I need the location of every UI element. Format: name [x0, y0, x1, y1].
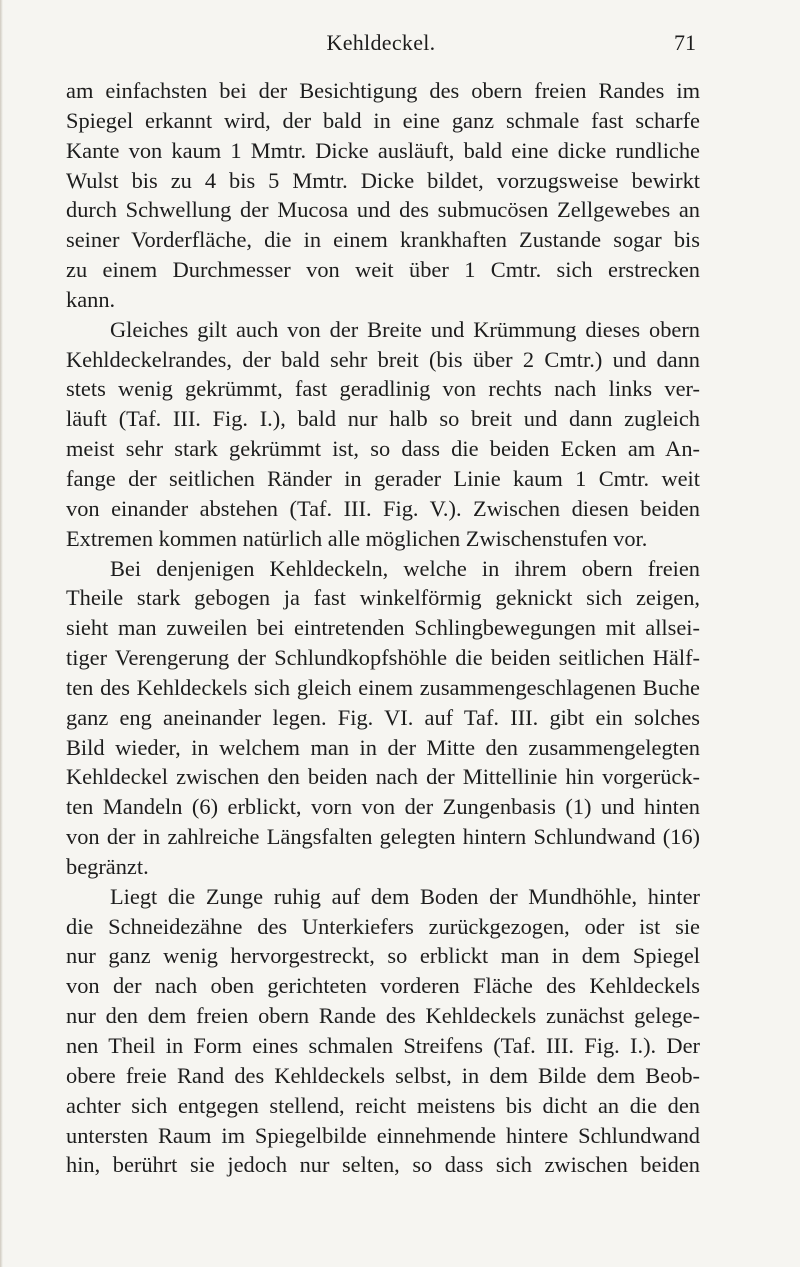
text-line: Bild wieder, in welchem man in der Mitte den zusammengelegten	[66, 734, 700, 760]
page-number: 71	[674, 30, 696, 55]
text-line: Kehldeckelrandes, der bald sehr breit (bis über 2 Cmtr.) und dann	[66, 346, 700, 372]
text-line: meist sehr stark gekrümmt ist, so dass die beiden Ecken am An-	[66, 436, 700, 462]
text-line: läuft (Taf. III. Fig. I.), bald nur halb so breit und dann zugleich	[66, 406, 700, 432]
text-line: ganz eng aneinander legen. Fig. VI. auf Taf. III. gibt ein solches	[66, 704, 700, 730]
running-title: Kehldeckel.	[326, 30, 436, 55]
text-line: begränzt.	[66, 853, 149, 879]
text-line: stets wenig gekrümmt, fast geradlinig von rechts nach links ver-	[66, 376, 700, 402]
text-line: von einander abstehen (Taf. III. Fig. V.). Zwischen diesen beiden	[66, 495, 700, 521]
text-line: ten des Kehldeckels sich gleich einem zusammengeschlagenen Buche	[66, 674, 700, 700]
text-line: am einfachsten bei der Besichtigung des obern freien Randes im	[66, 78, 700, 103]
text-line: Kehldeckel zwischen den beiden nach der Mittellinie hin vorgerück-	[66, 764, 700, 790]
text-line: achter sich entgegen stellend, reicht meistens bis dicht an die den	[66, 1092, 700, 1118]
text-line: kann.	[66, 286, 116, 312]
page-edge-shadow	[0, 0, 3, 1267]
text-line: nur den dem freien obern Rande des Kehldeckels zunächst gelege-	[66, 1003, 700, 1029]
body-text	[66, 76, 700, 1180]
text-line: nur ganz wenig hervorgestreckt, so erblickt man in dem Spiegel	[66, 943, 700, 969]
text-line: Bei denjenigen Kehldeckeln, welche in ihrem obern freien	[110, 555, 700, 581]
text-line: Gleiches gilt auch von der Breite und Krümmung dieses obern	[110, 316, 700, 342]
text-line: von der in zahlreiche Längsfalten gelegten hintern Schlundwand (16)	[66, 824, 700, 850]
text-line: zu einem Durchmesser von weit über 1 Cmtr. sich erstrecken	[66, 257, 700, 283]
text-line: Kante von kaum 1 Mmtr. Dicke ausläuft, bald eine dicke rundliche	[66, 137, 700, 163]
text-line: die Schneidezähne des Unterkiefers zurückgezogen, oder ist sie	[66, 913, 700, 939]
text-line: seiner Vorderfläche, die in einem krankhaften Zustande sogar bis	[66, 227, 700, 253]
text-line: fange der seitlichen Ränder in gerader Linie kaum 1 Cmtr. weit	[66, 465, 700, 491]
text-line: Theile stark gebogen ja fast winkelförmig geknickt sich zeigen,	[66, 585, 700, 611]
text-line: obere freie Rand des Kehldeckels selbst, in dem Bilde dem Beob-	[66, 1062, 700, 1088]
page-header	[66, 30, 696, 60]
text-line: Extremen kommen natürlich alle möglichen Zwischenstufen vor.	[66, 525, 648, 551]
text-line: Wulst bis zu 4 bis 5 Mmtr. Dicke bildet, vorzugsweise bewirkt	[66, 167, 700, 193]
text-line: untersten Raum im Spiegelbilde einnehmende hintere Schlundwand	[66, 1122, 700, 1148]
text-line: tiger Verengerung der Schlundkopfshöhle die beiden seitlichen Hälf-	[66, 645, 700, 671]
text-line: Liegt die Zunge ruhig auf dem Boden der Mundhöhle, hinter	[110, 883, 700, 909]
text-line: ten Mandeln (6) erblickt, vorn von der Zungenbasis (1) und hinten	[66, 794, 700, 820]
text-line: Spiegel erkannt wird, der bald in eine ganz schmale fast scharfe	[66, 107, 700, 133]
text-line: sieht man zuweilen bei eintretenden Schlingbewegungen mit allsei-	[66, 615, 700, 641]
text-line: nen Theil in Form eines schmalen Streifens (Taf. III. Fig. I.). Der	[66, 1033, 700, 1058]
text-line: von der nach oben gerichteten vorderen Fläche des Kehldeckels	[66, 973, 700, 999]
text-line: durch Schwellung der Mucosa und des submucösen Zellgewebes an	[66, 197, 700, 223]
text-line: hin, berührt sie jedoch nur selten, so dass sich zwischen beiden	[66, 1152, 700, 1178]
